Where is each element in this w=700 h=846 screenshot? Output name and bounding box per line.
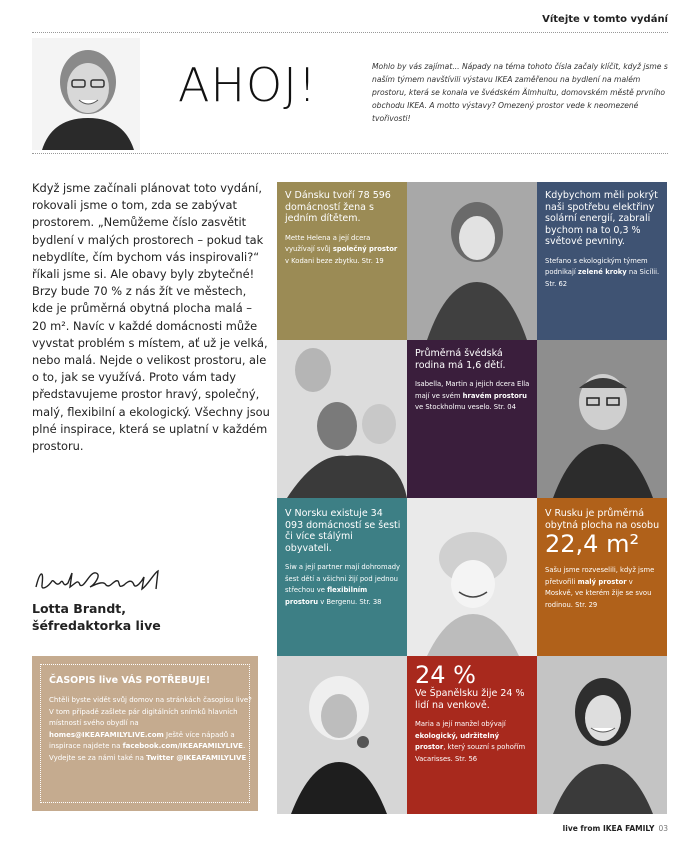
photo-man-glasses (537, 340, 667, 498)
handwritten-signature (32, 565, 192, 595)
sweden-caption: Isabella, Martin a jejich dcera Ella mají ve svém hravém prostoru ve Stockholmu veselo. Str. 04 (415, 380, 530, 411)
norway-caption: Siw a její partner mají dohromady šest dětí a všichni žijí pod jednou střechou ve flexibilním prostoru v Bergenu. Str. 38 (285, 563, 401, 606)
norway-headline: V Norsku existuje 34 093 domácností se šesti či více stálými obyvateli. (285, 508, 401, 554)
photo-woman-blonde (277, 656, 407, 814)
call-box-body (49, 695, 255, 765)
intro-text: Mohlo by vás zajímat... Nápady na téma tohoto čísla začaly klíčit, když jsme s naším týmem navštívili výstavu IKEA zaměřenou na bydlení na malém prostoru, která se konala ve švédském Älmhultu, domovském městě prvního obchodu IKEA. A motto výstavy? Omezený prostor vede k neomezené tvořivosti! (372, 62, 668, 123)
photo-mother-daughter (407, 182, 537, 340)
hero-divider (32, 153, 668, 154)
header-divider (32, 32, 668, 33)
call-text-1: Chtěli byste vidět svůj domov na stránkách časopisu live? V tom případě zašlete pár digitálních snímků hlavních místností svého obydlí na (49, 696, 252, 728)
editor-letter: Když jsme začínali plánovat toto vydání, rokovali jsme o tom, zda se zabývat prostorem. „Nemůžeme číslo zasvětit bydlení v malých prostorech – pokud tak nebydlíte, čím bychom vás inspirovali?“ říkali jsme si. Ale obavy byly zbytečné! Brzy bude 70 % z nás žít ve městech, kde je průměrná obytná plocha malá – 20 m². Navíc v každé domácnosti může vyvstat problém s místem, ať už je velká, nebo malá. Nejde o velikost prostoru, ale o to, jak se využívá. Proto vám tady představujeme prostor hravý, společný, malý, flexibilní a ekologický. Všechny jsou plné inspirace, která se uplatní v každém prostoru. (32, 181, 270, 454)
greeting-heading: AHOJ! (178, 58, 318, 112)
russia-headline: V Rusku je průměrná obytná plocha na osobu (545, 508, 660, 531)
twitter-link[interactable]: Twitter @IKEAFAMILYLIVE (146, 753, 247, 762)
photo-woman-dark-hair (537, 656, 667, 814)
energy-headline: Kdybychom měli pokrýt naši spotřebu elektřiny solární energií, zabrali bychom na to 0,3 % světové pevniny. (545, 190, 658, 247)
denmark-caption: Mette Helena a její dcera využívají svůj společný prostor v Kodani beze zbytku. Str. 19 (285, 233, 398, 265)
stats-mosaic (277, 182, 667, 814)
call-text-3: . Vydejte se za námi také na (49, 742, 246, 762)
tile-denmark (277, 182, 407, 340)
call-text-2: Ještě více nápadů a inspirace najdete na (49, 730, 235, 751)
sweden-headline: Průměrná švédská rodina má 1,6 dětí. (415, 348, 506, 371)
footer-brand: live from IKEA FAMILY (562, 824, 655, 833)
tile-energy (537, 182, 667, 340)
tile-norway (277, 498, 407, 656)
email-link[interactable]: homes@IKEAFAMILYLIVE.com (49, 730, 164, 739)
editor-portrait (32, 38, 140, 150)
editor-role: šéfredaktorka live (32, 618, 161, 633)
page-footer (563, 824, 668, 833)
photo-family (277, 340, 407, 498)
page-section-title: Vítejte v tomto vydání (542, 14, 668, 25)
editor-name: Lotta Brandt, (32, 601, 126, 616)
tile-russia (537, 498, 667, 656)
call-box-frame (40, 664, 250, 803)
denmark-headline: V Dánsku tvoří 78 596 domácností žena s jedním dítětem. (285, 190, 391, 224)
tile-spain (407, 656, 537, 814)
photo-child-hat (407, 498, 537, 656)
spain-caption: Maria a její manžel obývají ekologický, udržitelný prostor, který souzní s pohořím Vacarisses. Str. 56 (415, 720, 526, 763)
call-box-title: ČASOPIS live VÁS POTŘEBUJE! (49, 675, 211, 686)
page-number: 03 (658, 824, 668, 833)
russia-caption: Sašu jsme rozveselili, když jsme přetvořili malý prostor v Moskvě, ve kterém žije se svou rodinou. Str. 29 (545, 566, 655, 609)
call-to-action-box (32, 656, 258, 811)
russia-figure: 22,4 m² (545, 530, 640, 558)
spain-headline: Ve Španělsku žije 24 % lidí na venkově. (415, 688, 525, 711)
energy-caption: Stefano s ekologickým týmem podnikají zelené kroky na Sicílii. Str. 62 (545, 256, 660, 288)
tile-sweden (407, 340, 537, 498)
spain-figure: 24 % (415, 661, 476, 689)
facebook-link[interactable]: facebook.com/IKEAFAMILYLIVE (122, 742, 243, 751)
